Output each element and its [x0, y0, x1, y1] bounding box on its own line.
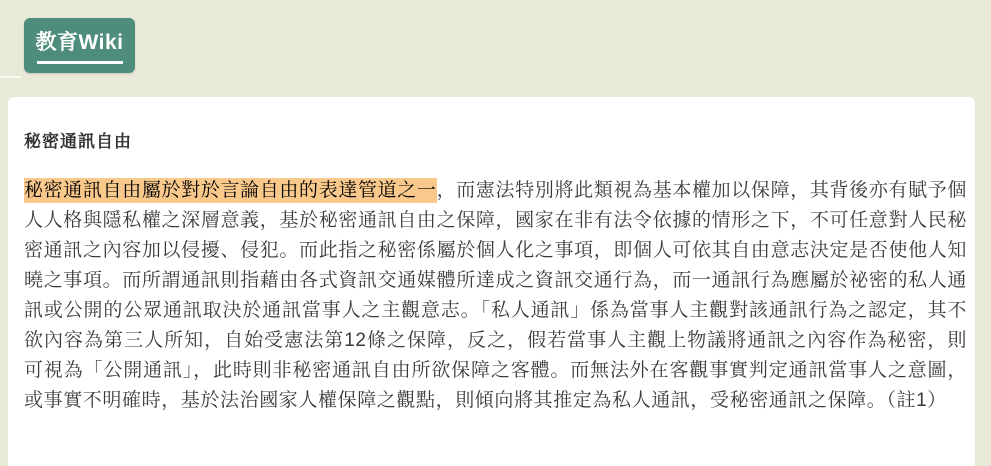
article-body [24, 176, 967, 416]
left-edge-divider [0, 76, 21, 78]
highlighted-sentence[interactable]: 秘密通訊自由屬於對於言論自由的表達管道之一 [24, 180, 437, 201]
article-title: 秘密通訊自由 [24, 132, 132, 151]
logo-underline [37, 61, 123, 64]
site-logo-label: 教育Wiki [35, 30, 124, 54]
article-card [8, 97, 975, 466]
article-body-text: ，而憲法特別將此類視為基本權加以保障，其背後亦有賦予個人人格與隱私權之深層意義，基於秘密通訊自由之保障，國家在非有法令依據的情形之下，不可任意對人民秘密通訊之內容加以侵擾、侵犯。而此指之秘密係屬於個人化之事項，即個人可依其自由意志決定是否使他人知曉之事項。而所謂通訊則指藉由各式資訊交通媒體所達成之資訊交通行為，而一通訊行為應屬於祕密的私人通訊或公開的公眾通訊取決於通訊當事人之主觀意志。「私人通訊」係為當事人主觀對該通訊行為之認定，其不欲內容為第三人所知，自始受憲法第12條之保障，反之，假若當事人主觀上物議將通訊之內容作為秘密，則可視為「公開通訊」，此時則非秘密通訊自由所欲保障之客體。而無法外在客觀事實判定通訊當事人之意圖，或事實不明確時，基於法治國家人權保障之觀點，則傾向將其推定為私人通訊，受秘密通訊之保障。（註1） [24, 180, 968, 411]
site-logo[interactable] [24, 18, 135, 73]
